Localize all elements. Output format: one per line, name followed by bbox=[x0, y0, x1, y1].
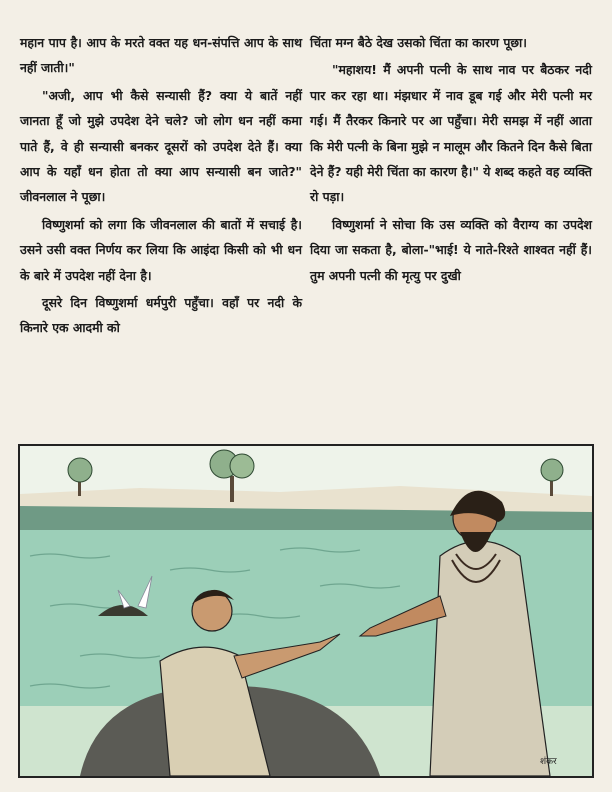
left-paragraph-3: विष्णुशर्मा को लगा कि जीवनलाल की बातों में सचाई है। उसने उसी वक्त निर्णय कर लिया कि आइंदा किसी को भी धन के बारे में उपदेश नहीं देना है। bbox=[20, 216, 302, 283]
left-paragraph-2: "अजी, आप भी कैसे सन्यासी हैं? क्या ये बातें नहीं जानता हूँ जो मुझे उपदेश देने चले? जो लोग धन नहीं कमा पाते हैं, वे ही सन्यासी बनकर दूसरों को उपदेश देते हैं। क्या आप के यहाँ धन होता तो क्या आप सन्यासी बन जाते?" जीवनलाल ने पूछा। bbox=[20, 87, 302, 205]
left-paragraph-1: महान पाप है। आप के मरते वक्त यह धन-संपत्ति आप के साथ नहीं जाती।" bbox=[20, 35, 302, 76]
artist-signature: शंकर bbox=[540, 757, 557, 767]
right-text-column bbox=[310, 30, 592, 290]
right-paragraph-3: विष्णुशर्मा ने सोचा कि उस व्यक्ति को वैराग्य का उपदेश दिया जा सकता है, बोला-"भाई! ये नाते-रिश्ते शाश्वत नहीं हैं। तुम अपनी पत्नी की मृत्यु पर दुखी bbox=[310, 216, 592, 283]
left-paragraph-4: दूसरे दिन विष्णुशर्मा धर्मपुरी पहुँचा। वहाँ पर नदी के किनारे एक आदमी को bbox=[20, 295, 302, 336]
right-paragraph-1: चिंता मग्न बैठे देख उसको चिंता का कारण पूछा। bbox=[310, 35, 527, 50]
riverbank-scene bbox=[20, 446, 592, 776]
story-illustration bbox=[18, 444, 594, 778]
left-text-column bbox=[20, 30, 302, 343]
right-paragraph-2: "महाशय! मैं अपनी पत्नी के साथ नाव पर बैठकर नदी पार कर रहा था। मंझधार में नाव डूब गई और मेरी पत्नी मर गई। मैं तैरकर किनारे पर आ पहुँचा। मेरी समझ में नहीं आता कि मेरी पत्नी के बिना मुझे न मालूम और कितने दिन कैसे बिता देने हैं? यही मेरी चिंता का कारण है।" ये शब्द कहते वह व्यक्ति रो पड़ा। bbox=[310, 62, 592, 205]
